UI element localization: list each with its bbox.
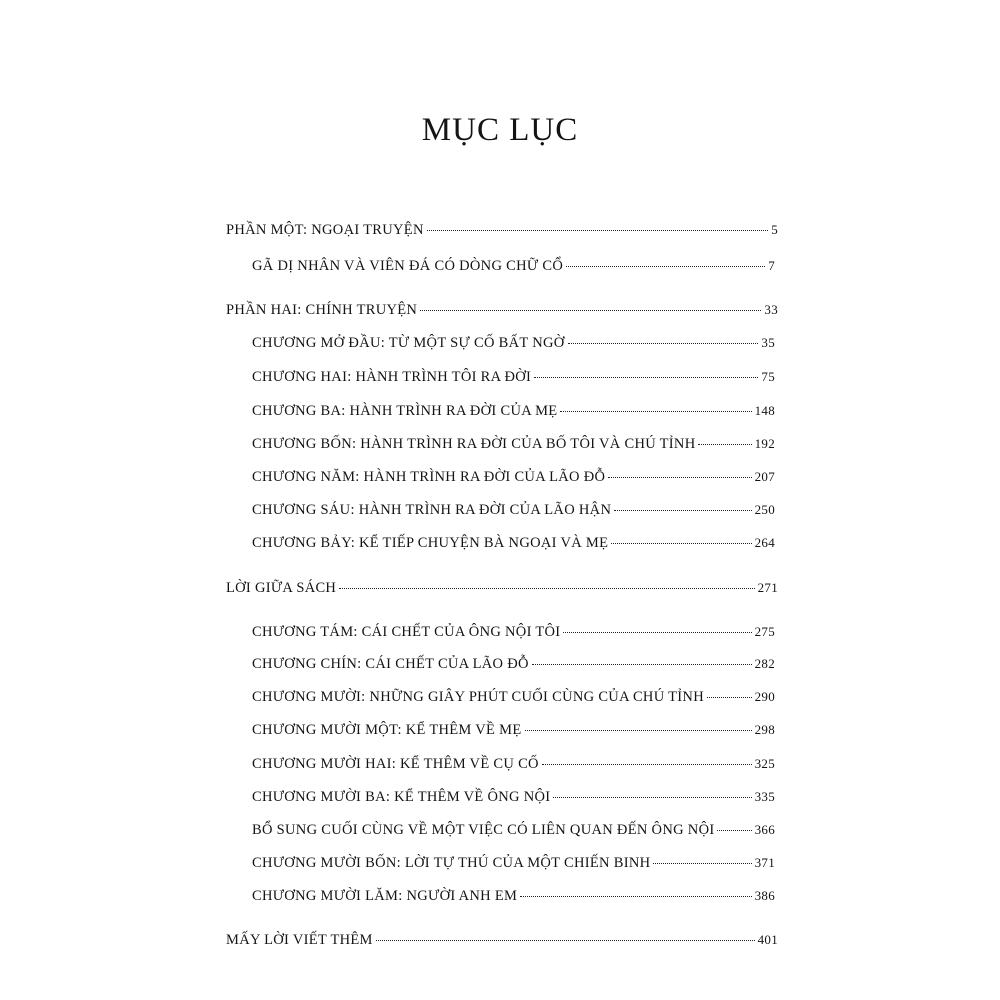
toc-entry-chapter (252, 820, 775, 840)
toc-entry-chapter (252, 401, 775, 421)
toc-entry-title: CHƯƠNG MỞ ĐẦU: TỪ MỘT SỰ CỐ BẤT NGỜ (252, 335, 565, 351)
toc-entry-page: 192 (754, 436, 775, 451)
dot-leader (560, 411, 751, 412)
toc-entry-chapter (252, 434, 775, 454)
toc-entry-title: CHƯƠNG MƯỜI HAI: KỂ THÊM VỀ CỤ CỐ (252, 756, 539, 772)
toc-entry-chapter (252, 720, 775, 740)
toc-entry-title: MẤY LỜI VIẾT THÊM (226, 932, 373, 948)
dot-leader (563, 632, 751, 633)
toc-entry-page: 282 (754, 656, 775, 671)
dot-leader (420, 310, 761, 311)
toc-entry-page: 148 (754, 403, 775, 418)
dot-leader (525, 730, 752, 731)
toc-entry-page: 371 (754, 855, 775, 870)
toc-entry-page: 250 (754, 502, 775, 517)
toc-entry-title: CHƯƠNG MƯỜI BA: KỂ THÊM VỀ ÔNG NỘI (252, 789, 551, 805)
toc-entry-part-two (226, 300, 778, 320)
dot-leader (553, 797, 751, 798)
toc-entry-title: CHƯƠNG TÁM: CÁI CHẾT CỦA ÔNG NỘI TÔI (252, 624, 561, 640)
toc-entry-midbook (226, 578, 778, 598)
toc-entry-page: 366 (754, 822, 775, 837)
toc-entry-title: PHẦN HAI: CHÍNH TRUYỆN (226, 302, 418, 318)
toc-entry-chapter (252, 333, 775, 353)
toc-entry-page: 335 (754, 789, 775, 804)
toc-entry-title: CHƯƠNG NĂM: HÀNH TRÌNH RA ĐỜI CỦA LÃO ĐỖ (252, 469, 606, 485)
dot-leader (427, 230, 768, 231)
dot-leader (698, 444, 751, 445)
dot-leader (532, 664, 752, 665)
toc-entry-title: CHƯƠNG SÁU: HÀNH TRÌNH RA ĐỜI CỦA LÃO HẬN (252, 502, 612, 518)
toc-entry-chapter (252, 687, 775, 707)
toc-entry-page: 33 (764, 302, 778, 317)
toc-entry-title: CHƯƠNG MƯỜI LĂM: NGƯỜI ANH EM (252, 888, 518, 904)
dot-leader (568, 343, 759, 344)
toc-entry-title: LỜI GIỮA SÁCH (226, 580, 337, 596)
dot-leader (339, 588, 754, 589)
toc-entry-chapter (252, 787, 775, 807)
toc-entry-page: 35 (761, 335, 775, 350)
dot-leader (717, 830, 751, 831)
toc-entry-title: CHƯƠNG BẢY: KỂ TIẾP CHUYỆN BÀ NGOẠI VÀ MẸ (252, 535, 609, 551)
dot-leader (520, 896, 751, 897)
toc-entry-page: 5 (771, 222, 778, 237)
dot-leader (611, 543, 751, 544)
toc-entry-title: BỔ SUNG CUỐI CÙNG VỀ MỘT VIỆC CÓ LIÊN QUAN ĐẾN ÔNG NỘI (252, 822, 715, 838)
dot-leader (614, 510, 751, 511)
toc-entry-title: GÃ DỊ NHÂN VÀ VIÊN ĐÁ CÓ DÒNG CHỮ CỔ (252, 258, 564, 274)
toc-entry-title: CHƯƠNG MƯỜI MỘT: KỂ THÊM VỀ MẸ (252, 722, 522, 738)
toc-entry-page: 401 (757, 932, 778, 947)
toc-entry-title: CHƯƠNG MƯỜI: NHỮNG GIÂY PHÚT CUỐI CÙNG CỦA CHÚ TỈNH (252, 689, 704, 705)
toc-entry-chapter (252, 467, 775, 487)
toc-entry-chapter (252, 754, 775, 774)
toc-entry-part-one (226, 220, 778, 240)
toc-entry-page: 290 (754, 689, 775, 704)
dot-leader (653, 863, 751, 864)
toc-entry-chapter (252, 622, 775, 642)
toc-entry-title: PHẦN MỘT: NGOẠI TRUYỆN (226, 222, 424, 238)
toc-entry-page: 271 (757, 580, 778, 595)
toc-entry-chapter (252, 256, 775, 276)
toc-entry-chapter (252, 654, 775, 674)
toc-entry-title: CHƯƠNG CHÍN: CÁI CHẾT CỦA LÃO ĐỖ (252, 656, 529, 672)
dot-leader (376, 940, 755, 941)
toc-entry-title: CHƯƠNG BỐN: HÀNH TRÌNH RA ĐỜI CỦA BỐ TÔI VÀ CHÚ TỈNH (252, 436, 696, 452)
toc-entry-page: 207 (754, 469, 775, 484)
toc-entry-page: 298 (754, 722, 775, 737)
toc-entry-page: 386 (754, 888, 775, 903)
toc-entry-page: 264 (754, 535, 775, 550)
toc-entry-title: CHƯƠNG BA: HÀNH TRÌNH RA ĐỜI CỦA MẸ (252, 403, 558, 419)
dot-leader (608, 477, 751, 478)
toc-entry-afterword (226, 930, 778, 950)
toc-entry-chapter (252, 853, 775, 873)
toc-entry-chapter (252, 500, 775, 520)
toc-entry-page: 275 (754, 624, 775, 639)
dot-leader (542, 764, 752, 765)
toc-entry-page: 7 (768, 258, 775, 273)
toc-entry-chapter (252, 886, 775, 906)
toc-entry-title: CHƯƠNG HAI: HÀNH TRÌNH TÔI RA ĐỜI (252, 369, 532, 385)
toc-entry-chapter (252, 367, 775, 387)
dot-leader (566, 266, 765, 267)
dot-leader (707, 697, 752, 698)
toc-entry-chapter (252, 533, 775, 553)
dot-leader (534, 377, 758, 378)
toc-entry-page: 325 (754, 756, 775, 771)
toc-entry-title: CHƯƠNG MƯỜI BỐN: LỜI TỰ THÚ CỦA MỘT CHIẾN BINH (252, 855, 651, 871)
toc-entry-page: 75 (761, 369, 775, 384)
page-title: MỤC LỤC (421, 112, 579, 148)
